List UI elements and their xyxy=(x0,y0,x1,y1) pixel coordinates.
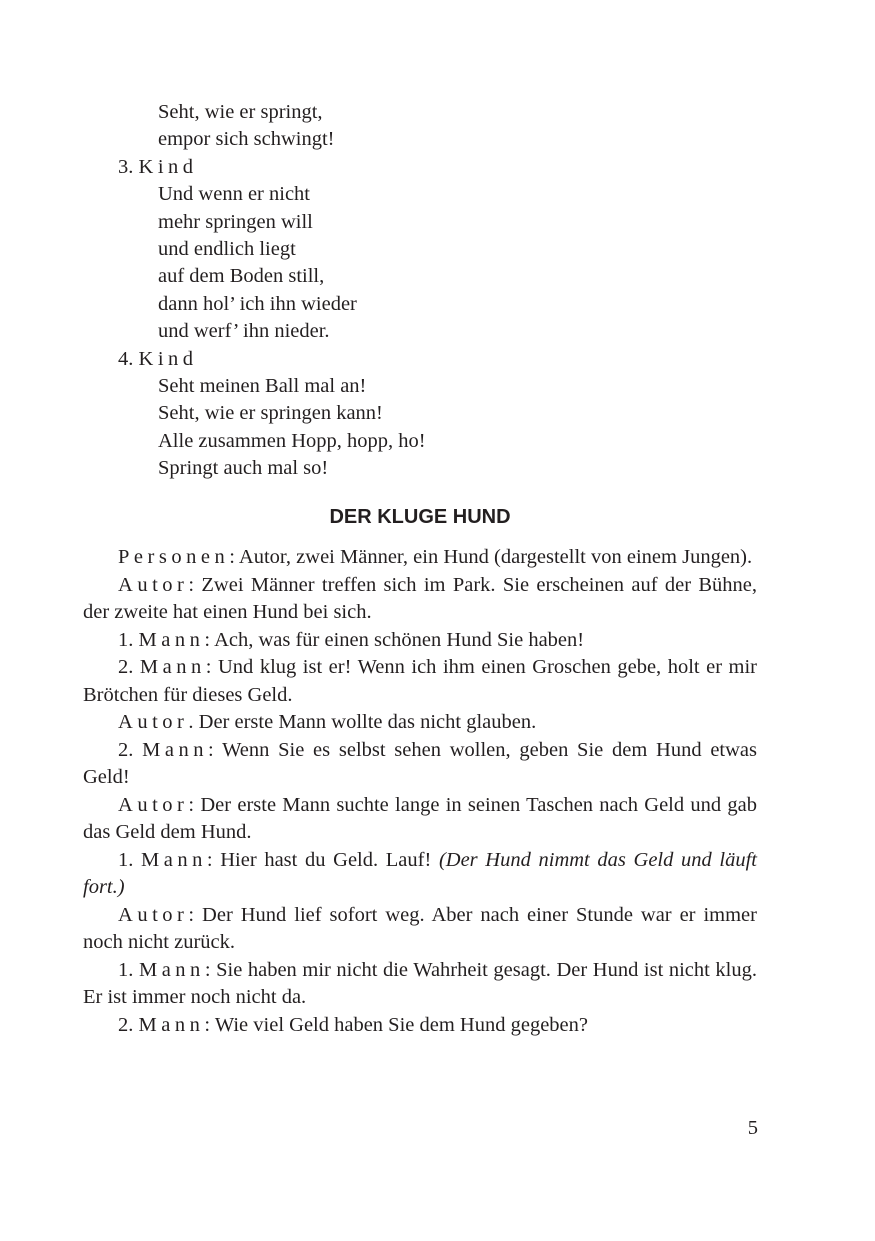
speaker-number: 2. xyxy=(118,738,143,761)
dialogue-text: : Sie haben mir nicht die Wahrheit gesagt. Der Hund ist nicht klug. Er ist immer noch nicht da. xyxy=(83,958,757,1008)
verse-line: und werf’ ihn nieder. xyxy=(158,320,330,343)
page-number: 5 xyxy=(747,1117,758,1139)
verse-line: empor sich schwingt! xyxy=(158,128,335,151)
verse-line: und endlich liegt xyxy=(158,238,296,260)
stage-direction: (Der Hund nimmt das Geld und läuft fort.) xyxy=(83,848,757,898)
speaker-name: Autor xyxy=(118,711,189,733)
dialogue-paragraph xyxy=(83,957,757,1012)
dialogue-text: : Hier hast du Geld. Lauf! xyxy=(206,848,439,871)
speaker-name: Mann xyxy=(139,656,206,678)
speaker-line-kind-3 xyxy=(118,154,198,181)
speaker-number: 2. xyxy=(118,656,140,678)
speaker-name: Mann xyxy=(141,848,207,871)
speaker-number: 4. xyxy=(118,347,134,370)
verse-line: Seht, wie er springen kann! xyxy=(158,402,383,425)
dialogue-text: : Ach, was für einen schönen Hund Sie haben! xyxy=(204,628,585,651)
dialogue-paragraph xyxy=(83,654,757,709)
dialogue-paragraph xyxy=(83,627,757,655)
dialogue-text: : Und klug ist er! Wenn ich ihm einen Groschen gebe, holt er mir Brötchen für dieses Geld. xyxy=(83,656,758,706)
verse-line: dann hol’ ich ihn wieder xyxy=(158,292,357,315)
speaker-name: Mann xyxy=(142,738,208,761)
speaker-number: 1. xyxy=(118,848,142,871)
dialogue-paragraph xyxy=(83,792,757,847)
section-title: DER KLUGE HUND xyxy=(329,506,511,528)
speaker-name: Autor xyxy=(118,903,189,926)
dialogue-block xyxy=(83,544,757,1039)
speaker-name: Mann xyxy=(138,628,205,651)
speaker-number: 1. xyxy=(118,958,139,981)
dialogue-text: : Wenn Sie es selbst sehen wollen, geben Sie dem Hund etwas Geld! xyxy=(83,738,757,788)
dialogue-paragraph xyxy=(83,1012,757,1040)
dialogue-paragraph xyxy=(83,544,757,572)
verse-line: Alle zusammen Hopp, hopp, ho! xyxy=(158,429,426,452)
dialogue-text: : Zwei Männer treffen sich im Park. Sie erscheinen auf der Bühne, der zweite hat einen Hund bei sich. xyxy=(83,573,757,623)
speaker-name: Autor xyxy=(118,793,189,816)
speaker-name: Kind xyxy=(138,347,198,370)
verse-line: Seht meinen Ball mal an! xyxy=(158,375,367,397)
speaker-name: Mann xyxy=(138,958,205,981)
verse-line: auf dem Boden still, xyxy=(158,265,325,288)
dialogue-paragraph xyxy=(83,902,757,957)
speaker-number: 3. xyxy=(118,155,134,178)
speaker-number: 1. xyxy=(118,628,139,651)
dialogue-text: : Der Hund lief sofort weg. Aber nach einer Stunde war er immer noch nicht zurück. xyxy=(83,903,757,953)
speaker-name: Personen xyxy=(118,546,230,568)
verse-line: Springt auch mal so! xyxy=(158,457,329,480)
dialogue-paragraph xyxy=(83,572,757,627)
speaker-name: Kind xyxy=(138,155,198,178)
speaker-name: Mann xyxy=(138,1013,205,1036)
dialogue-paragraph xyxy=(83,847,757,902)
dialogue-text: : Wie viel Geld haben Sie dem Hund gegeben? xyxy=(204,1013,588,1036)
verse-line: Seht, wie er springt, xyxy=(158,101,323,123)
speaker-name: Autor xyxy=(118,573,189,596)
dialogue-text: . Der erste Mann wollte das nicht glauben. xyxy=(188,711,537,733)
verse-line: mehr springen will xyxy=(158,210,313,233)
dialogue-text: : Autor, zwei Männer, ein Hund (dargestellt von einem Jungen). xyxy=(229,546,753,568)
dialogue-text: : Der erste Mann suchte lange in seinen Taschen nach Geld und gab das Geld dem Hund. xyxy=(83,793,757,843)
verse-line: Und wenn er nicht xyxy=(158,183,310,206)
dialogue-paragraph xyxy=(83,737,757,792)
speaker-line-kind-4 xyxy=(118,346,198,373)
dialogue-paragraph xyxy=(83,709,757,737)
speaker-number: 2. xyxy=(118,1013,139,1036)
